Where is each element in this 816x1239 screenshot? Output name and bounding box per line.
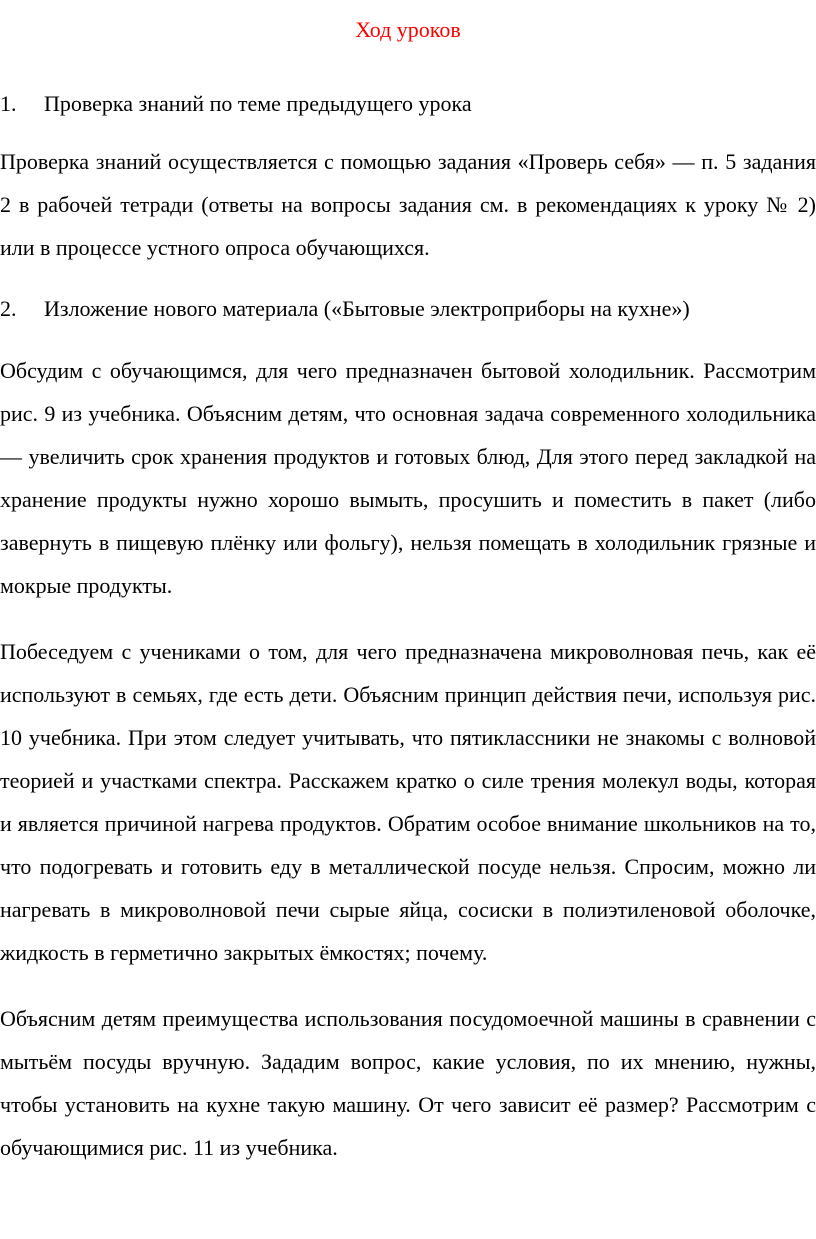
page-title: Ход уроков xyxy=(355,17,461,42)
paragraph-refrigerator: Обсудим с обучающимся, для чего предназначен бытовой холодильник. Рассмотрим рис. 9 из учебника. Объясним детям, что основная задача современного холодильника — увеличить срок хранения продуктов и готовых блюд, Для этого перед закладкой на хранение продукты нужно хорошо вымыть, просушить и поместить в пакет (либо завернуть в пищевую плёнку или фольгу), нельзя помещать в холодильник грязные и мокрые продукты. xyxy=(0,358,816,598)
section-number-1: 1. xyxy=(0,91,17,116)
section-heading-2 xyxy=(0,293,816,325)
paragraph-microwave: Побеседуем с учениками о том, для чего предназначена микроволновая печь, как её используют в семьях, где есть дети. Объясним принцип действия печи, используя рис. 10 учебника. При этом следует учитывать, что пятиклассники не знакомы с волновой теорией и участками спектра. Расскажем кратко о силе трения молекул воды, которая и является причиной нагрева продуктов. Обратим особое внимание школьников на то, что подогревать и готовить еду в металлической посуде нельзя. Спросим, можно ли нагревать в микроволновой печи сырые яйца, сосиски в полиэтиленовой оболочке, жидкость в герметично закрытых ёмкостях; почему. xyxy=(0,639,816,965)
paragraph-dishwasher: Объясним детям преимущества использования посудомоечной машины в сравнении с мытьём посуды вручную. Зададим вопрос, какие условия, по их мнению, нужны, чтобы установить на кухне такую машину. От чего зависит её размер? Рассмотрим с обучающимися рис. 11 из учебника. xyxy=(0,1006,816,1160)
paragraph-knowledge-check: Проверка знаний осуществляется с помощью задания «Проверь себя» — п. 5 задания 2 в рабочей тетради (ответы на вопросы задания см. в рекомендациях к уроку № 2) или в процессе устного опроса обучающихся. xyxy=(0,149,816,260)
section-heading-1 xyxy=(0,88,816,120)
section-number-2: 2. xyxy=(0,296,17,321)
section-heading-text-1: Проверка знаний по теме предыдущего урока xyxy=(44,91,472,116)
section-heading-text-2: Изложение нового материала («Бытовые электроприборы на кухне») xyxy=(44,296,690,321)
